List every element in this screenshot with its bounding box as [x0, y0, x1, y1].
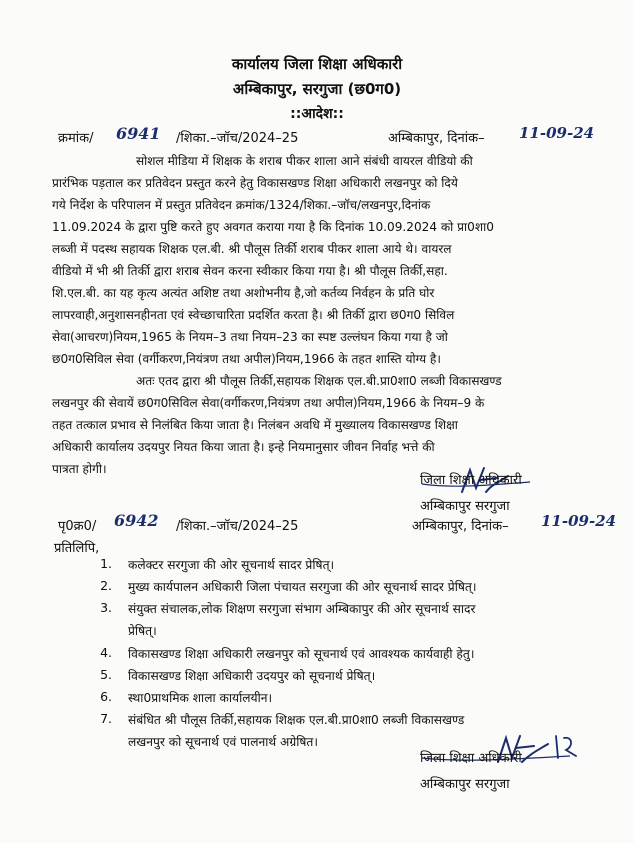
date-value: 11-09-24 [519, 124, 595, 142]
body-line: अतः एतद द्वारा श्री पौलूस तिर्की,सहायक शिक्षक एल.बी.प्रा0शा0 लब्जी विकासखण्ड [136, 374, 502, 388]
endorsement-date-value: 11-09-24 [541, 512, 617, 530]
date-label: अम्बिकापुर, दिनांक– [388, 131, 485, 146]
order-title: ::आदेश:: [290, 106, 344, 122]
body-line: वीडियो में भी श्री तिर्की द्वारा शराब सेवन करना स्वीकार किया गया है। श्री पौलूस तिर्की,सहा. [52, 264, 448, 278]
body-line: सेवा(आचरण)नियम,1965 के नियम–3 तथा नियम–23 का स्पष्ट उल्लंघन किया गया है जो [52, 330, 448, 344]
list-item-text: मुख्य कार्यपालन अधिकारी जिला पंचायत सरगुजा की ओर सूचनार्थ सादर प्रेषित्। [128, 580, 477, 594]
reference-code: /शिका.–जॉच/2024–25 [176, 131, 299, 146]
endorsement-number: 6942 [114, 511, 159, 530]
list-item-text: कलेक्टर सरगुजा की ओर सूचनार्थ सादर प्रेषित्। [128, 558, 335, 572]
body-line: प्रारंभिक पड़ताल कर प्रतिवेदन प्रस्तुत करने हेतु विकासखण्ड शिक्षा अधिकारी लखनपुर को दिये [52, 176, 458, 190]
body-line: शि.एल.बी. का यह कृत्य अत्यंत अशिष्ट तथा अशोभनीय है,जो कर्तव्य निर्वहन के प्रति घोर [52, 286, 435, 300]
list-item-number: 5. [100, 667, 112, 682]
list-item-number: 2. [100, 578, 112, 593]
office-location: अम्बिकापुर, सरगुजा (छ0ग0) [232, 80, 402, 98]
body-line: छ0ग0सिविल सेवा (वर्गीकरण,नियंत्रण तथा अपील)नियम,1966 के तहत शास्ति योग्य है। [52, 352, 441, 366]
list-item-number: 3. [100, 600, 112, 615]
body-line: पात्रता होगी। [52, 462, 107, 476]
list-item-text: विकासखण्ड शिक्षा अधिकारी लखनपुर को सूचनार्थ एवं आवश्यक कार्यवाही हेतु। [128, 647, 475, 661]
reference-number: 6941 [116, 124, 161, 143]
office-title: कार्यालय जिला शिक्षा अधिकारी [231, 55, 403, 73]
signatory-place: अम्बिकापुर सरगुजा [420, 777, 510, 792]
body-line: लापरवाही,अनुशासनहीनता एवं स्वेच्छाचारिता प्रदर्शित करता है। श्री तिर्की द्वारा छ0ग0 सिविल [52, 308, 455, 322]
signatory-place: अम्बिकापुर सरगुजा [420, 499, 510, 514]
list-item-text: लखनपुर को सूचनार्थ एवं पालनार्थ अग्रेषित। [128, 735, 318, 749]
list-item-text: संबंधित श्री पौलूस तिर्की,सहायक शिक्षक एल.बी.प्रा0शा0 लब्जी विकासखण्ड [128, 713, 465, 727]
reference-prefix: क्रमांक/ [58, 131, 94, 146]
body-line: सोशल मीडिया में शिक्षक के शराब पीकर शाला आने संबंधी वायरल वीडियो की [136, 154, 473, 168]
signatory-title: जिला शिक्षा अधिकारी [420, 473, 522, 488]
endorsement-date-label: अम्बिकापुर, दिनांक– [412, 519, 509, 534]
list-item-text: विकासखण्ड शिक्षा अधिकारी उदयपुर को सूचनार्थ प्रेषित्। [128, 669, 376, 683]
body-line: लखनपुर की सेवायें छ0ग0सिविल सेवा(वर्गीकरण,नियंत्रण तथा अपील)नियम,1966 के नियम–9 के [52, 396, 485, 410]
copy-to-label: प्रतिलिपि, [54, 541, 100, 556]
endorsement-code: /शिका.–जॉच/2024–25 [176, 519, 299, 534]
body-line: लब्जी में पदस्थ सहायक शिक्षक एल.बी. श्री पौलूस तिर्की शराब पीकर शाला आये थे। वायरल [52, 242, 452, 256]
list-item-number: 7. [100, 711, 112, 726]
body-line: अधिकारी कार्यालय उदयपुर नियत किया जाता है। इन्हे नियमानुसार जीवन निर्वाह भत्ते की [52, 440, 435, 454]
body-line: तहत तत्काल प्रभाव से निलंबित किया जाता है। निलंबन अवधि में मुख्यालय विकासखण्ड शिक्षा [52, 418, 458, 432]
list-item-number: 6. [100, 689, 112, 704]
signatory-title: जिला शिक्षा अधिकारी [420, 751, 522, 766]
list-item-text: संयुक्त संचालक,लोक शिक्षण सरगुजा संभाग अम्बिकापुर की ओर सूचनार्थ सादर [128, 602, 476, 616]
list-item-text: स्था0प्राथमिक शाला कार्यालयीन। [128, 691, 273, 705]
body-line: 11.09.2024 के द्वारा पुष्टि करते हुए अवगत कराया गया है कि दिनांक 10.09.2024 को प्रा0शा0 [52, 220, 494, 234]
body-line: गये निर्देश के परिपालन में प्रस्तुत प्रतिवेदन क्रमांक/1324/शिका.–जॉच/लखनपुर,दिनांक [52, 198, 431, 212]
endorsement-prefix: पृ0क्र0/ [58, 519, 97, 534]
list-item-number: 1. [100, 556, 112, 571]
list-item-number: 4. [100, 645, 112, 660]
list-item-text: प्रेषित्। [128, 624, 157, 638]
